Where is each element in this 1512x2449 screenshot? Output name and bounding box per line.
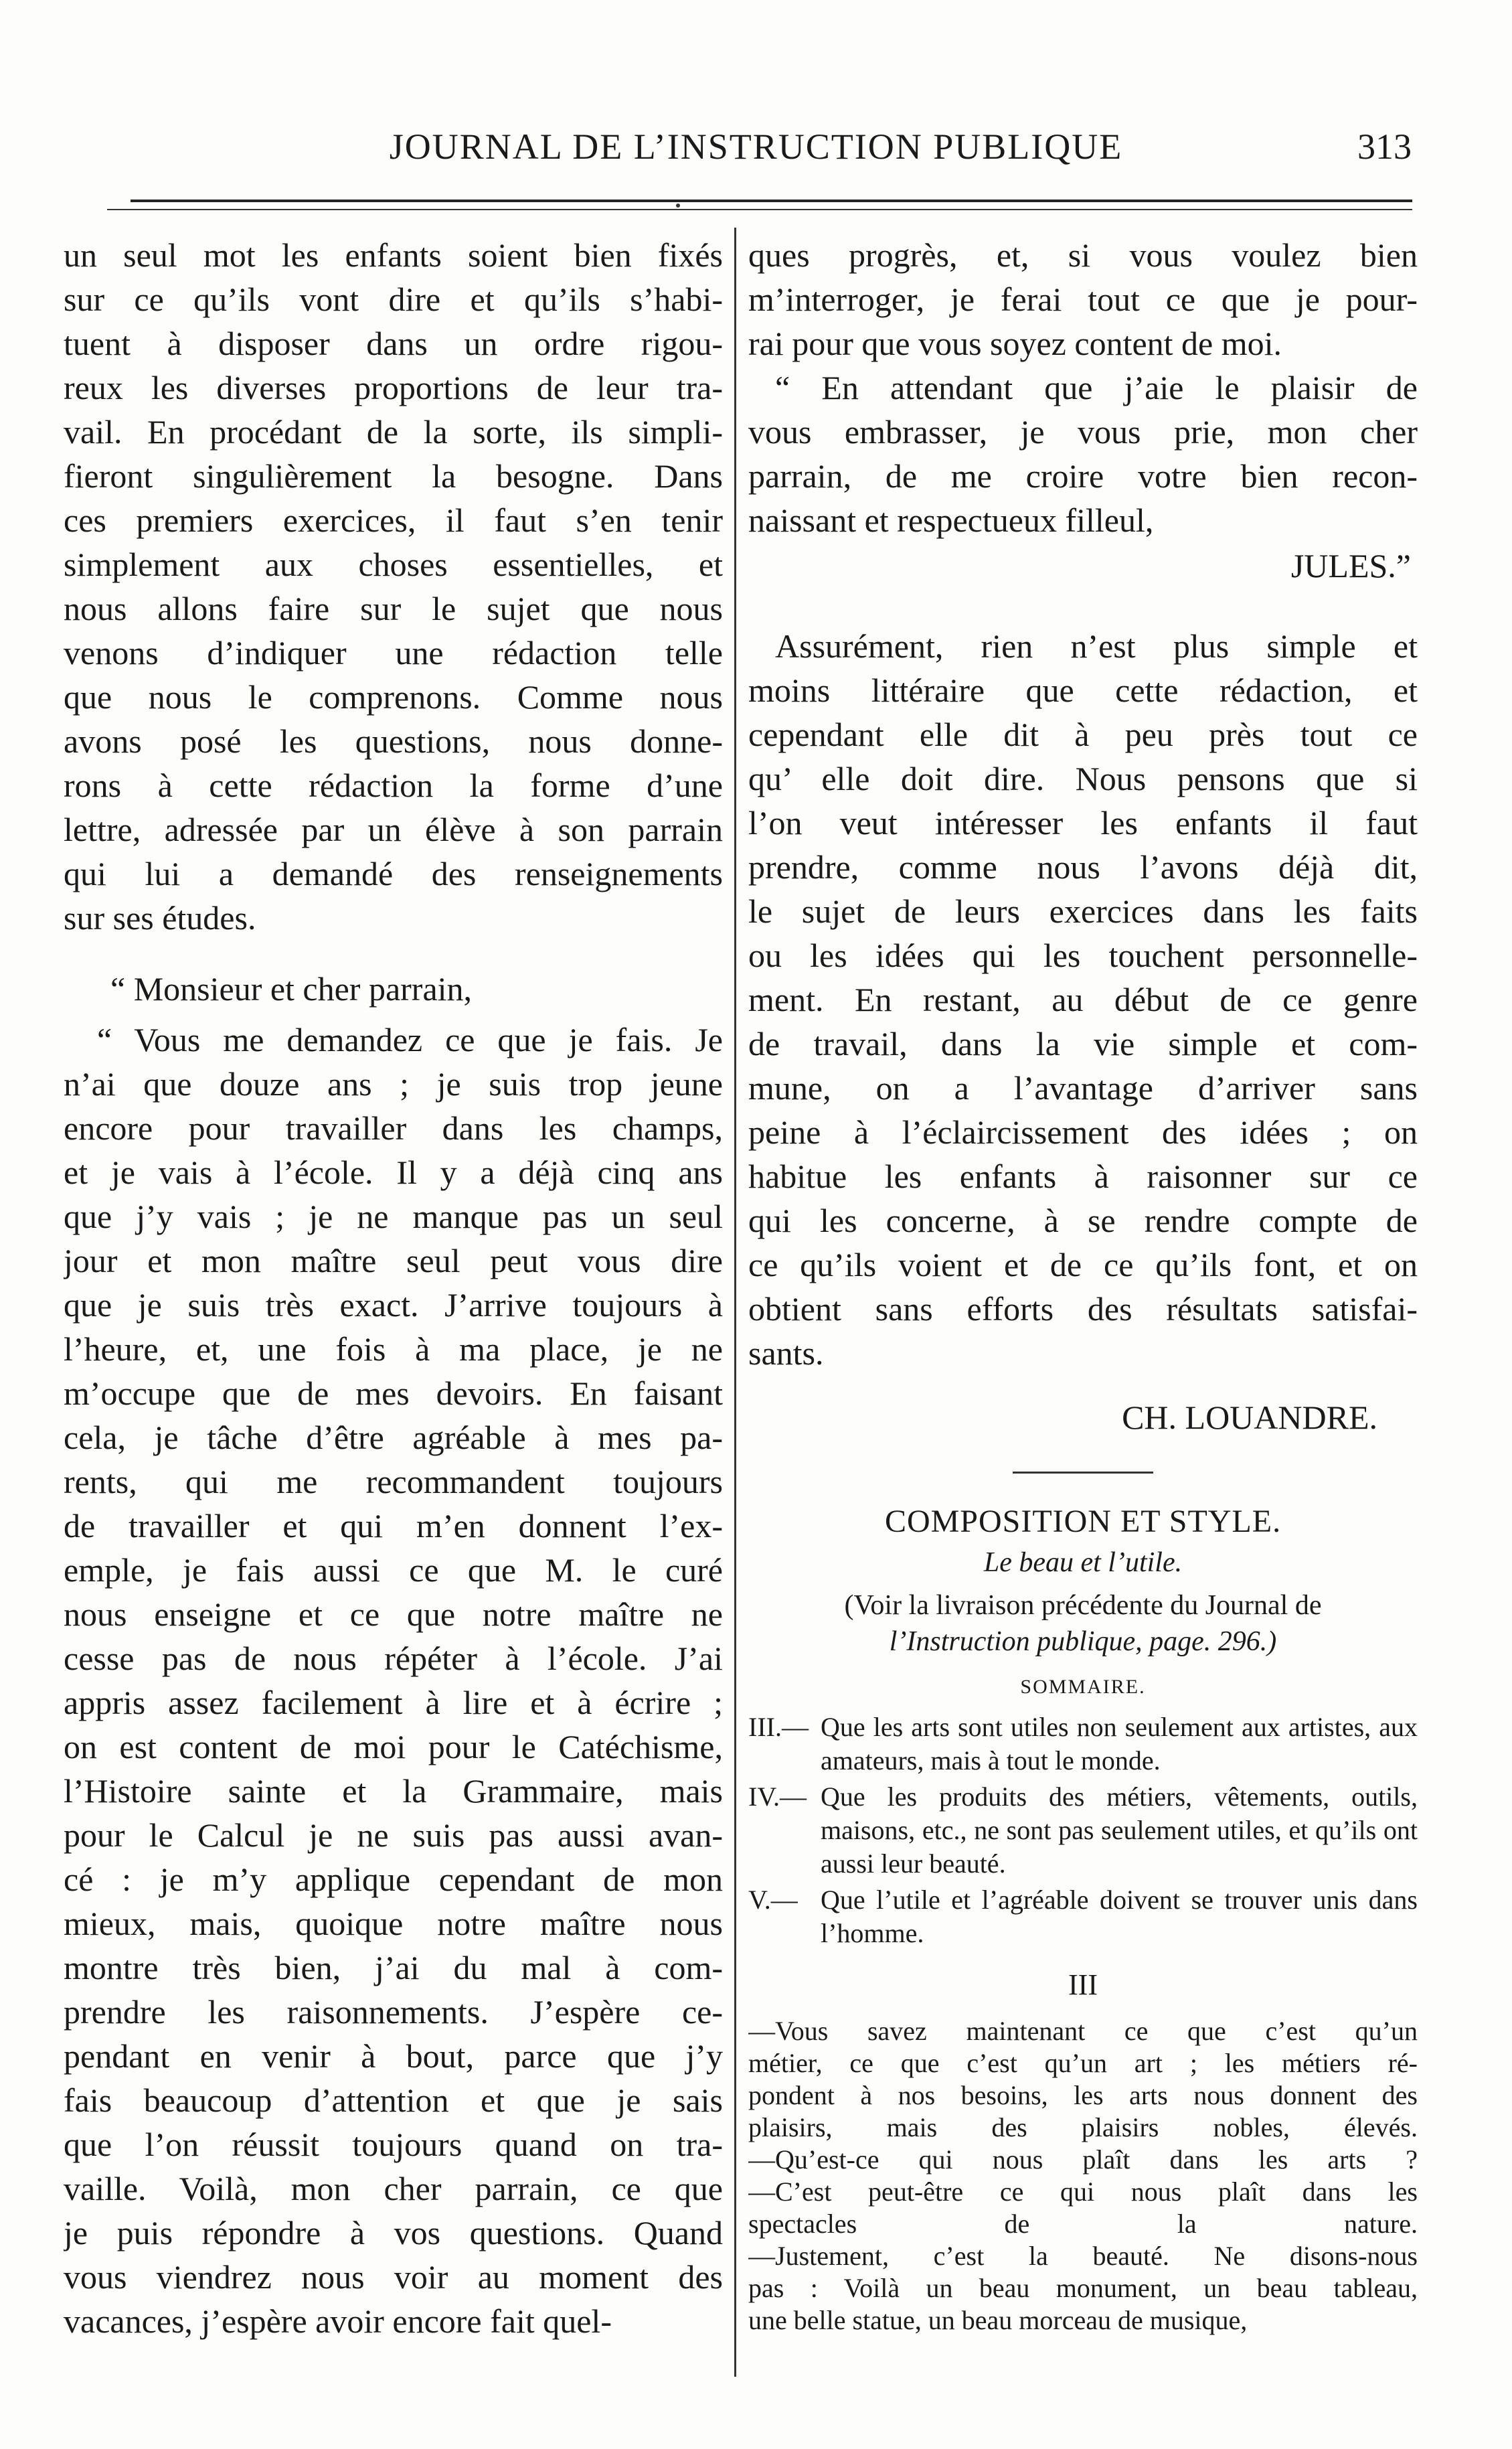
text-line: l’Histoire sainte et la Grammaire, mais <box>64 1772 723 1810</box>
text-line: que nous le comprenons. Comme nous <box>64 678 723 716</box>
text-line: avons posé les questions, nous donne- <box>64 722 723 760</box>
section-note-line-2: l’Instruction publique, page. 296.) <box>889 1626 1277 1657</box>
text-line: plaisirs, mais des plaisirs nobles, élevés. <box>748 2112 1418 2142</box>
text-line: un seul mot les enfants soient bien fixés <box>64 236 723 274</box>
text-line: obtient sans efforts des résultats satisfai- <box>748 1290 1418 1328</box>
text-line: cé : je m’y applique cependant de mon <box>64 1861 723 1898</box>
text-line: je puis répondre à vos questions. Quand <box>64 2214 723 2252</box>
text-line: vous viendrez nous voir au moment des <box>64 2258 723 2296</box>
sommaire-item-number: IV.— <box>748 1782 807 1812</box>
text-line: emple, je fais aussi ce que M. le curé <box>64 1551 723 1589</box>
rule-ornament <box>676 204 680 208</box>
text-line: l’heure, et, une fois à ma place, je ne <box>64 1330 723 1368</box>
text-line: —Vous savez maintenant ce que c’est qu’un <box>748 2016 1418 2046</box>
section-divider <box>1013 1472 1153 1474</box>
text-line: cesse pas de nous répéter à l’école. J’ai <box>64 1640 723 1677</box>
text-line: fais beaucoup d’attention et que je sais <box>64 2081 723 2119</box>
text-line: on est content de moi pour le Catéchisme, <box>64 1728 723 1765</box>
text-line: —Justement, c’est la beauté. Ne disons-nous <box>748 2241 1418 2271</box>
text-line: que je suis très exact. J’arrive toujours à <box>64 1286 723 1324</box>
text-line: “ Vous me demandez ce que je fais. Je <box>97 1021 723 1058</box>
text-line: venons d’indiquer une rédaction telle <box>64 634 723 672</box>
text-line: sur ses études. <box>64 899 256 937</box>
text-line: pour le Calcul je ne suis pas aussi avan- <box>64 1816 723 1854</box>
text-line: m’occupe que de mes devoirs. En faisant <box>64 1374 723 1412</box>
text-line: cependant elle dit à peu près tout ce <box>748 716 1418 753</box>
commentary-paragraph <box>748 624 1418 1375</box>
text-line: qui lui a demandé des renseignements <box>64 855 723 892</box>
text-line: parrain, de me croire votre bien recon- <box>748 457 1418 495</box>
text-line: sur ce qu’ils vont dire et qu’ils s’habi- <box>64 281 723 318</box>
text-line: fieront singulièrement la besogne. Dans <box>64 457 723 495</box>
letter-continuation <box>748 233 1418 366</box>
text-line: “ En attendant que j’aie le plaisir de <box>775 369 1418 406</box>
text-line: pas : Voilà un beau monument, un beau tableau, <box>748 2273 1418 2303</box>
text-line: appris assez facilement à lire et à écrire ; <box>64 1684 723 1721</box>
text-line: nous allons faire sur le sujet que nous <box>64 590 723 627</box>
text-line: le sujet de leurs exercices dans les faits <box>748 892 1418 930</box>
text-line: de travail, dans la vie simple et com- <box>748 1025 1418 1062</box>
text-line: l’on veut intéresser les enfants il faut <box>748 804 1418 842</box>
text-line: sants. <box>748 1334 824 1372</box>
dialogue-text <box>748 2015 1418 2337</box>
text-line: —Qu’est-ce qui nous plaît dans les arts ? <box>748 2144 1418 2175</box>
letter-salutation: “ Monsieur et cher parrain, <box>110 970 473 1008</box>
text-line: tuent à disposer dans un ordre rigou- <box>64 325 723 362</box>
sommaire-item-number: III.— <box>748 1712 809 1742</box>
text-line: mune, on a l’avantage d’arriver sans <box>748 1069 1418 1107</box>
text-line: jour et mon maître seul peut vous dire <box>64 1242 723 1279</box>
text-line: rents, qui me recommandent toujours <box>64 1463 723 1500</box>
sommaire-label: SOMMAIRE. <box>1020 1676 1146 1698</box>
text-line: m’interroger, je ferai tout ce que je pour- <box>748 281 1418 318</box>
sommaire-item-number: V.— <box>748 1885 798 1915</box>
text-line: une belle statue, un beau morceau de musique, <box>748 2305 1248 2335</box>
text-line: nous enseigne et ce que notre maître ne <box>64 1595 723 1633</box>
text-line: vaille. Voilà, mon cher parrain, ce que <box>64 2170 723 2207</box>
text-line: simplement aux choses essentielles, et <box>64 546 723 583</box>
text-line: Assurément, rien n’est plus simple et <box>775 627 1418 665</box>
header-rule-thick <box>131 200 1412 202</box>
letter-body <box>64 1018 723 2343</box>
text-line: encore pour travailler dans les champs, <box>64 1109 723 1147</box>
letter-closing <box>748 366 1418 542</box>
text-line: ques progrès, et, si vous voulez bien <box>748 236 1418 274</box>
text-line: ce qu’ils voient et de ce qu’ils font, et on <box>748 1246 1418 1283</box>
left-column <box>64 233 723 2343</box>
right-column <box>748 233 1418 2337</box>
text-line: montre très bien, j’ai du mal à com- <box>64 1949 723 1986</box>
text-line: rons à cette rédaction la forme d’une <box>64 767 723 804</box>
text-line: lettre, adressée par un élève à son parrain <box>64 811 723 848</box>
page-number: 313 <box>1357 127 1412 167</box>
text-line: habitue les enfants à raisonner sur ce <box>748 1158 1418 1195</box>
text-line: spectacles de la nature. <box>748 2209 1418 2239</box>
text-line: rai pour que vous soyez content de moi. <box>748 325 1282 362</box>
text-line: qui les concerne, à se rendre compte de <box>748 1202 1418 1239</box>
left-paragraph-1 <box>64 233 723 940</box>
text-line: —C’est peut-être ce qui nous plaît dans les <box>748 2177 1418 2207</box>
text-line: vous embrasser, je vous prie, mon cher <box>748 413 1418 451</box>
text-line: de travailler et qui m’en donnent l’ex- <box>64 1507 723 1545</box>
text-line: et je vais à l’école. Il y a déjà cinq ans <box>64 1154 723 1191</box>
text-line: ou les idées qui les touchent personnelle- <box>748 937 1418 974</box>
sommaire-list <box>748 1711 1418 1950</box>
signature-louandre: CH. LOUANDRE. <box>1122 1399 1377 1436</box>
section-title: COMPOSITION ET STYLE. <box>884 1504 1282 1539</box>
sommaire-item-text: Que les produits des métiers, vêtements, outils, maisons, etc., ne sont pas seulement utiles, et qu’ils ont aussi leur beauté. <box>821 1782 1418 1879</box>
text-line: que l’on réussit toujours quand on tra- <box>64 2126 723 2163</box>
text-line: pondent à nos besoins, les arts nous donnent des <box>748 2080 1418 2110</box>
text-line: prendre les raisonnements. J’espère ce- <box>64 1993 723 2031</box>
text-line: n’ai que douze ans ; je suis trop jeune <box>64 1065 723 1103</box>
text-line: vail. En procédant de la sorte, ils simpli- <box>64 413 723 451</box>
text-line: que j’y vais ; je ne manque pas un seul <box>64 1198 723 1235</box>
journal-title: JOURNAL DE L’INSTRUCTION PUBLIQUE <box>389 127 1123 167</box>
section-note-line-1: (Voir la livraison précédente du Journal de <box>844 1590 1322 1621</box>
text-line: qu’ elle doit dire. Nous pensons que si <box>748 760 1418 797</box>
page-header <box>0 126 1512 186</box>
text-line: naissant et respectueux filleul, <box>748 501 1154 539</box>
text-line: ces premiers exercices, il faut s’en tenir <box>64 501 723 539</box>
text-line: mieux, mais, quoique notre maître nous <box>64 1905 723 1942</box>
section-subtitle: Le beau et l’utile. <box>983 1547 1183 1578</box>
sommaire-item <box>748 1883 1418 1950</box>
text-line: vacances, j’espère avoir encore fait quel- <box>64 2302 612 2340</box>
section-numeral: III <box>1068 1968 1098 2001</box>
text-line: moins littéraire que cette rédaction, et <box>748 672 1418 709</box>
sommaire-item-text: Que les arts sont utiles non seulement aux artistes, aux amateurs, mais à tout le monde. <box>821 1712 1418 1775</box>
sommaire-item <box>748 1780 1418 1881</box>
sommaire-item-text: Que l’utile et l’agréable doivent se trouver unis dans l’homme. <box>821 1885 1418 1948</box>
column-divider <box>734 228 736 2377</box>
sommaire-item <box>748 1711 1418 1778</box>
text-line: peine à l’éclaircissement des idées ; on <box>748 1113 1418 1151</box>
header-rule-thin <box>107 209 1412 210</box>
text-line: cela, je tâche d’être agréable à mes pa- <box>64 1419 723 1456</box>
text-line: pendant en venir à bout, parce que j’y <box>64 2037 723 2075</box>
signature-jules: JULES.” <box>1290 547 1411 584</box>
text-line: reux les diverses proportions de leur tra- <box>64 369 723 406</box>
text-line: prendre, comme nous l’avons déjà dit, <box>748 848 1418 886</box>
text-line: métier, ce que c’est qu’un art ; les métiers ré- <box>748 2048 1418 2078</box>
text-line: ment. En restant, au début de ce genre <box>748 981 1418 1018</box>
